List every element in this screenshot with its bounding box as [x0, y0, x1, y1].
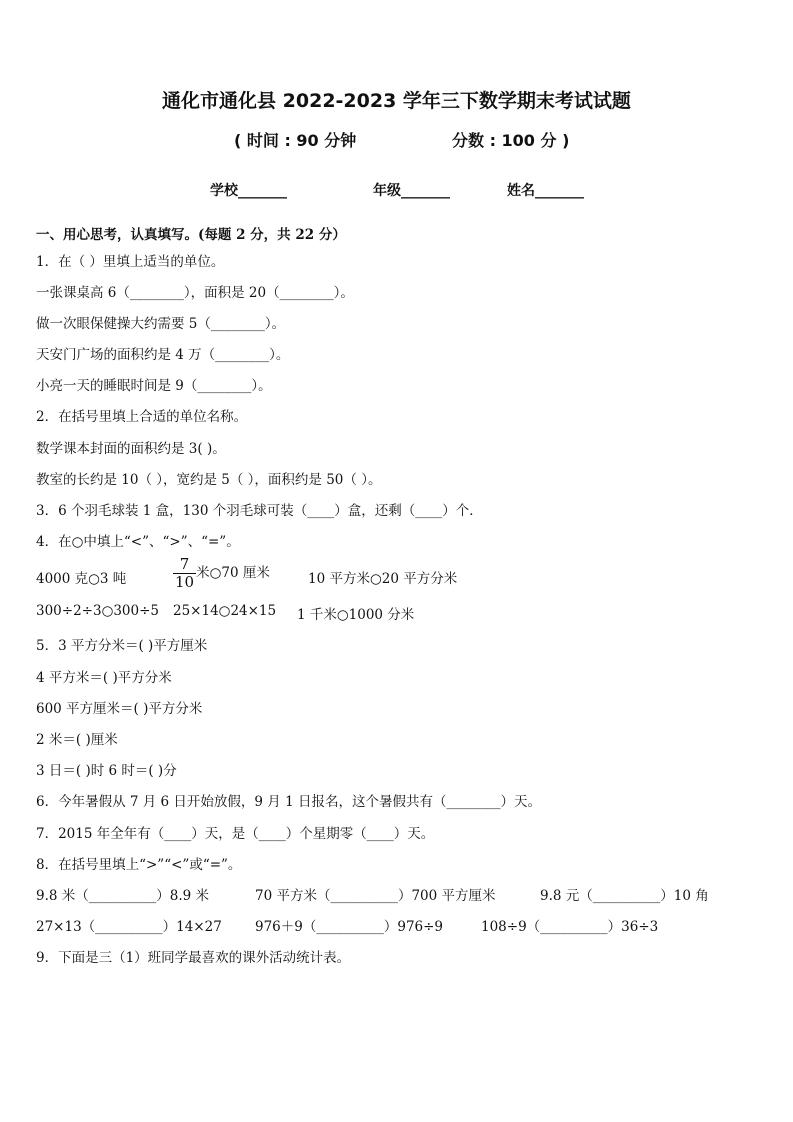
q8-r1c3: 9.8 元（__________）10 角: [540, 888, 709, 904]
q5-item-c: 600 平方厘米＝( )平方分米: [36, 701, 203, 717]
q5-item-a: 5．3 平方分米＝( )平方厘米: [36, 638, 208, 654]
q1-stem: 1．在（ ）里填上适当的单位。: [36, 254, 225, 270]
q8-stem: 8．在括号里填上“>”“<”或“=”。: [36, 857, 242, 873]
fraction-denominator: 10: [175, 573, 195, 591]
q5-item-d: 2 米＝( )厘米: [36, 732, 118, 748]
q4-r2c1: 300÷2÷3○300÷5: [36, 603, 160, 619]
exam-score: 分数 : 100 分 ): [452, 131, 570, 150]
q4-r1c2: [173, 556, 270, 591]
grade-field: 年级_______: [373, 183, 450, 199]
q4-r1c2-text: 米○70 厘米: [196, 565, 270, 581]
q4-r1c3: 10 平方米○20 平方分米: [308, 571, 458, 587]
q7-stem: 7．2015 年全年有（____）天，是（____）个星期零（____）天。: [36, 826, 435, 842]
q4-stem: 4．在○中填上“<”、“>”、“=”。: [36, 534, 240, 550]
name-field: 姓名_______: [507, 183, 584, 199]
q1-item-a: 一张课桌高 6（________），面积是 20（________）。: [36, 285, 354, 301]
exam-time: ( 时间 : 90 分钟: [234, 131, 357, 150]
fraction: [173, 556, 196, 591]
q3-stem: 3．6 个羽毛球装 1 盒，130 个羽毛球可装（____）盒，还剩（____）个．: [36, 503, 483, 519]
exam-title: 通化市通化县 2022-2023 学年三下数学期末考试试题: [162, 90, 631, 112]
q1-item-d: 小亮一天的睡眠时间是 9（________）。: [36, 378, 272, 394]
q2-item-a: 数学课本封面的面积约是 3( )。: [36, 441, 226, 457]
q4-r1c1: 4000 克○3 吨: [36, 571, 127, 587]
q8-r2c2: 976＋9（__________）976÷9: [255, 919, 444, 935]
q4-r2c2: 25×14○24×15: [173, 603, 277, 619]
q5-item-e: 3 日＝( )时 6 时＝( )分: [36, 763, 177, 779]
q5-item-b: 4 平方米＝( )平方分米: [36, 670, 172, 686]
q8-r1c1: 9.8 米（__________）8.9 米: [36, 888, 210, 904]
section-heading: 一、用心思考，认真填写。(每题 2 分，共 22 分）: [36, 227, 346, 243]
q2-item-b: 教室的长约是 10（ ），宽约是 5（ ），面积约是 50（ ）。: [36, 472, 382, 488]
q2-stem: 2．在括号里填上合适的单位名称。: [36, 409, 248, 425]
q8-r2c3: 108÷9（__________）36÷3: [481, 919, 659, 935]
q1-item-c: 天安门广场的面积约是 4 万（________）。: [36, 347, 290, 363]
q1-item-b: 做一次眼保健操大约需要 5（________）。: [36, 316, 286, 332]
school-field: 学校_______: [210, 183, 287, 199]
q4-r2c3: 1 千米○1000 分米: [297, 607, 415, 623]
q8-r2c1: 27×13（__________）14×27: [36, 919, 222, 935]
q8-r1c2: 70 平方米（__________）700 平方厘米: [255, 888, 496, 904]
q9-stem: 9．下面是三（1）班同学最喜欢的课外活动统计表。: [36, 950, 351, 966]
fraction-numerator: 7: [173, 556, 196, 574]
q6-stem: 6．今年暑假从 7 月 6 日开始放假，9 月 1 日报名，这个暑假共有（________）天。: [36, 794, 541, 810]
